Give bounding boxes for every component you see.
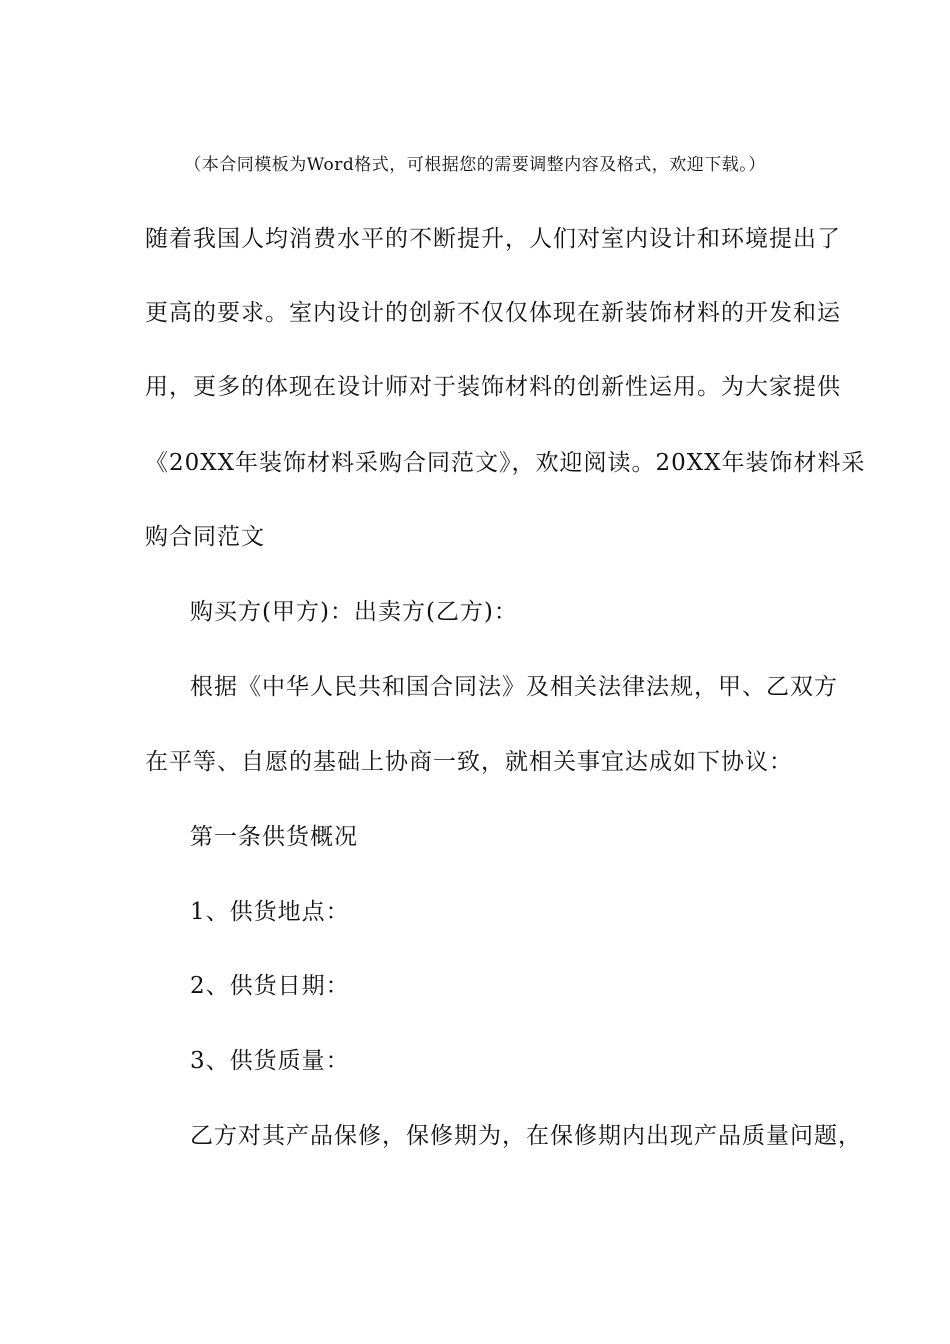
- body-line: 更高的要求。室内设计的创新不仅仅体现在新装饰材料的开发和运: [145, 300, 841, 326]
- body-line: 随着我国人均消费水平的不断提升，人们对室内设计和环境提出了: [145, 226, 841, 252]
- parties-line: 购买方(甲方)：出卖方(乙方)：: [190, 599, 518, 625]
- body-line: 乙方对其产品保修，保修期为，在保修期内出现产品质量问题，: [190, 1123, 862, 1149]
- template-note: （本合同模板为Word格式，可根据您的需要调整内容及格式，欢迎下载。）: [184, 155, 766, 175]
- body-line: 《20XX年装饰材料采购合同范文》，欢迎阅读。20XX年装饰材料采: [145, 450, 866, 476]
- body-line: 用，更多的体现在设计师对于装饰材料的创新性运用。为大家提供: [145, 374, 841, 400]
- section-heading: 第一条供货概况: [190, 824, 358, 850]
- list-item: 3、供货质量：: [190, 1048, 350, 1074]
- body-line: 根据《中华人民共和国合同法》及相关法律法规，甲、乙双方: [190, 674, 838, 700]
- body-line: 购合同范文: [145, 524, 265, 550]
- list-item: 2、供货日期：: [190, 973, 350, 999]
- body-line: 在平等、自愿的基础上协商一致，就相关事宜达成如下协议：: [145, 749, 793, 775]
- list-item: 1、供货地点：: [190, 899, 350, 925]
